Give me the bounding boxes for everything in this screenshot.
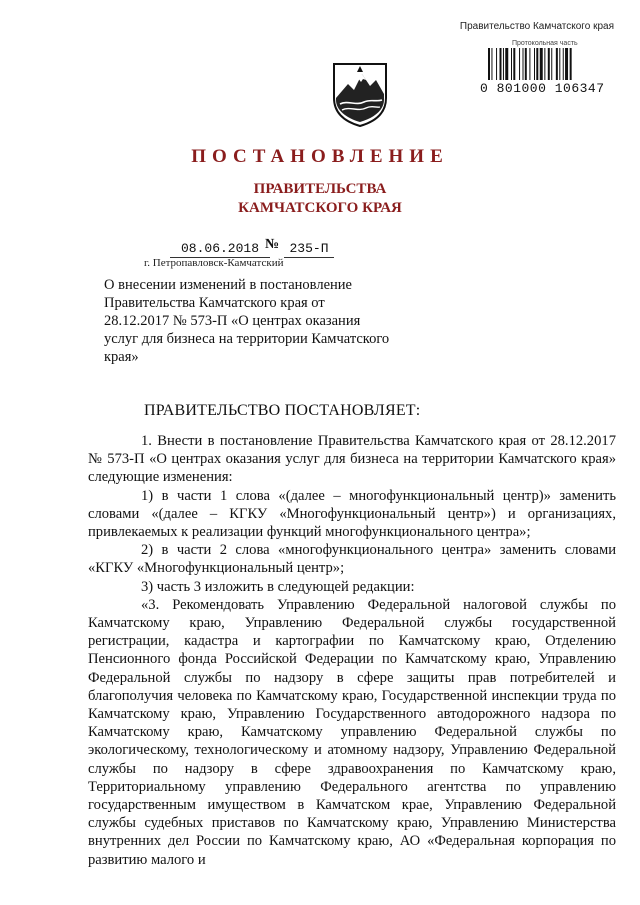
issue-place: г. Петропавловск-Камчатский <box>144 257 284 269</box>
body-paragraph-3: 2) в части 2 слова «многофункционального центра» заменить словами «КГКУ «Многофункциональный центр»; <box>88 542 616 577</box>
body-paragraph-1: 1. Внести в постановление Правительства Камчатского края от 28.12.2017 № 573-П «О центрах оказания услуг для бизнеса на территории Камчатского края» следующие изменения: <box>88 433 616 486</box>
authority-line-2: КАМЧАТСКОГО КРАЯ <box>238 200 402 216</box>
document-kind-title: ПОСТАНОВЛЕНИЕ <box>191 146 449 167</box>
barcode-label: Протокольная часть <box>512 40 578 47</box>
barcode-digits: 0 801000 106347 <box>480 81 605 96</box>
document-subject: О внесении изменений в постановление Правительства Камчатского края от 28.12.2017 № 573-П «О центрах оказания услуг для бизнеса на территории Камчатского края» <box>104 277 390 365</box>
operative-heading: ПРАВИТЕЛЬСТВО ПОСТАНОВЛЯЕТ: <box>144 402 421 419</box>
authority-line-1: ПРАВИТЕЛЬСТВА <box>253 181 387 197</box>
document-body <box>88 432 616 869</box>
number-sign: № <box>265 237 280 252</box>
body-paragraph-5: «3. Рекомендовать Управлению Федеральной налоговой службы по Камчатскому краю, Управлению Федеральной службы государственной регистрации, кадастра и картографии по Камчатскому краю, Отделению Пенсионного фонда Российской Федерации по Камчатскому краю, Управлению Федеральной службы по надзору в сфере защиты прав потребителей и благополучия человека по Камчатскому краю, Государственной инспекции труда по Камчатскому краю, Управлению Государственного автодорожного надзора по Камчатскому краю, Камчатскому управлению Федеральной службы по экологическому, технологическому и атомному надзору, Управлению Федеральной службы по надзору в сфере здравоохранения по Камчатскому краю, Территориальному управлению Федерального агентства по управлению государственным имуществом в Камчатском крае, Управлению Федеральной службы судебных приставов по Камчатскому краю, Управлению Министерства внутренних дел России по Камчатскому краю, АО «Федеральная корпорация по развитию малого и <box>88 596 616 868</box>
issuing-authority <box>0 180 640 218</box>
kamchatka-coat-of-arms-icon <box>330 60 390 128</box>
registration-date: 08.06.2018 <box>170 241 270 258</box>
body-paragraph-2: 1) в части 1 слова «(далее – многофункциональный центр)» заменить словами «(далее – КГКУ «Многофункциональный центр») и организациях, привлекаемых к реализации функций многофункционального центра»; <box>88 487 616 541</box>
body-paragraph-4: 3) часть 3 изложить в следующей редакции: <box>141 578 415 595</box>
registration-number: 235-П <box>284 241 334 258</box>
organization-name: Правительство Камчатского края <box>459 21 614 32</box>
